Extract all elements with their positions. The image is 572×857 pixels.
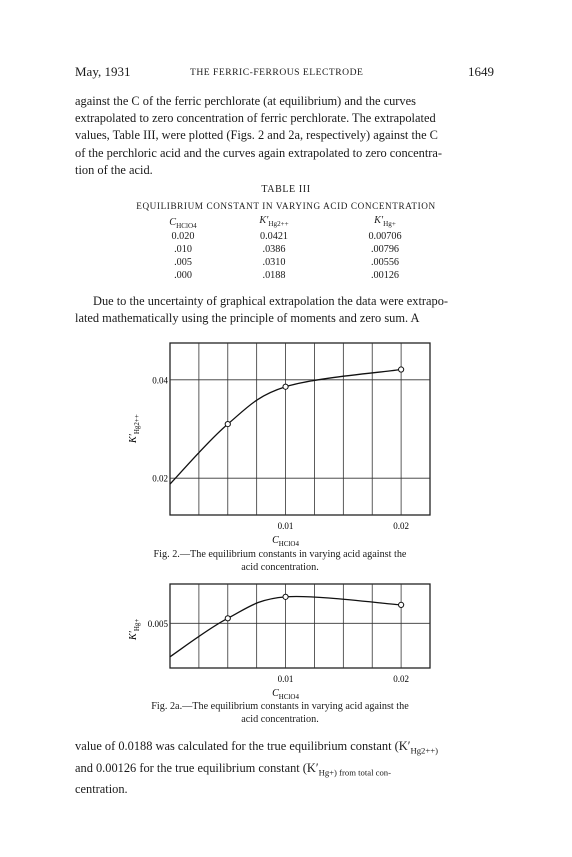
caption-line: Fig. 2.—The equilibrium constants in varying acid against the <box>153 549 407 560</box>
caption-line: Fig. 2a.—The equilibrium constants in varying acid against the <box>151 701 409 712</box>
y-tick-label: 0.02 <box>152 473 168 484</box>
data-point <box>399 367 404 372</box>
text-line: values, Table III, were plotted (Figs. 2 and 2a, respectively) against the C <box>75 128 438 143</box>
table-cell: 0.020 <box>171 231 195 242</box>
table-header: $C_{HClO4}$ <box>169 217 197 231</box>
y-axis-label: $K'_{Hg+}$ <box>128 618 141 640</box>
running-title: THE FERRIC-FERROUS ELECTRODE <box>190 67 364 78</box>
text-line: Due to the uncertainty of graphical extrapolation the data were extrapo- <box>93 294 449 308</box>
x-tick-label: 0.02 <box>393 521 409 531</box>
figure-2a-caption <box>95 700 465 726</box>
closing-paragraph <box>75 738 499 799</box>
x-tick-label: 0.01 <box>277 521 294 531</box>
text-line: value of 0.0188 was calculated for the true equilibrium constant ($K'_{Hg2++)}$ <box>75 739 438 756</box>
header-date: May, 1931 <box>75 64 131 79</box>
figure-2-caption <box>95 548 465 574</box>
middle-paragraph <box>75 293 499 327</box>
table-cell: .010 <box>174 244 192 255</box>
figure-2a-chart <box>100 578 470 708</box>
data-point <box>283 384 288 389</box>
table-cell: .00796 <box>370 244 399 255</box>
figure-2-plot <box>128 343 430 548</box>
table-header: $K'_{Hg+}$ <box>374 215 396 229</box>
y-axis-label-sub: Hg2++ <box>133 414 141 435</box>
figure-2a-plot <box>128 584 430 701</box>
x-axis-label: $C_{HClO4}$ <box>272 688 300 701</box>
table-cell: .000 <box>174 270 192 281</box>
plot-frame <box>170 343 430 515</box>
text-line: extrapolated to zero concentration of ferric perchlorate. The extrapolated <box>75 111 436 126</box>
x-axis-label: $C_{HClO4}$ <box>272 535 300 548</box>
table-header: $K'_{Hg2++}$ <box>259 215 289 229</box>
table-cell: .00556 <box>370 257 399 268</box>
table-cell: .005 <box>174 257 192 268</box>
table-iii <box>0 215 572 285</box>
text-line: and 0.00126 for the true equilibrium constant ($K'_{Hg+) from total con-}$ <box>75 760 392 778</box>
caption-line: acid concentration. <box>241 562 319 573</box>
table-cell: 0.00706 <box>368 231 402 242</box>
x-axis-label-sub: HClO4 <box>278 540 300 548</box>
y-tick-label: 0.005 <box>147 618 168 629</box>
y-axis-label-sub: Hg+ <box>133 618 141 632</box>
data-point <box>283 594 288 599</box>
table-subtitle: EQUILIBRIUM CONSTANT IN VARYING ACID CONCENTRATION <box>136 201 436 211</box>
table-cell: .0188 <box>262 270 286 281</box>
intro-paragraph <box>75 93 499 179</box>
text-line: of the perchloric acid and the curves again extrapolated to zero concentra- <box>75 145 443 160</box>
text-line: tion of the acid. <box>75 162 153 177</box>
y-axis-label: $K'_{Hg2++}$ <box>128 414 141 443</box>
data-point <box>225 421 230 426</box>
figure-2-chart <box>100 335 470 550</box>
x-tick-label: 0.02 <box>393 674 409 684</box>
text-line: lated mathematically using the principle of moments and zero sum. A <box>75 311 420 326</box>
caption-line: acid concentration. <box>241 714 319 725</box>
x-tick-label: 0.01 <box>277 674 294 684</box>
x-axis-label-sub: HClO4 <box>278 693 300 701</box>
page-number: 1649 <box>468 64 494 79</box>
text-line: against the C of the ferric perchlorate (at equilibrium) and the curves <box>75 94 416 108</box>
table-cell: .0310 <box>262 257 286 268</box>
y-tick-label: 0.04 <box>152 375 168 386</box>
table-title: TABLE III <box>261 184 311 195</box>
data-point <box>225 616 230 621</box>
table-cell: .0386 <box>262 244 286 255</box>
text-line: centration. <box>75 782 128 797</box>
table-cell: .00126 <box>370 270 399 281</box>
data-point <box>399 602 404 607</box>
table-cell: 0.0421 <box>259 231 288 242</box>
